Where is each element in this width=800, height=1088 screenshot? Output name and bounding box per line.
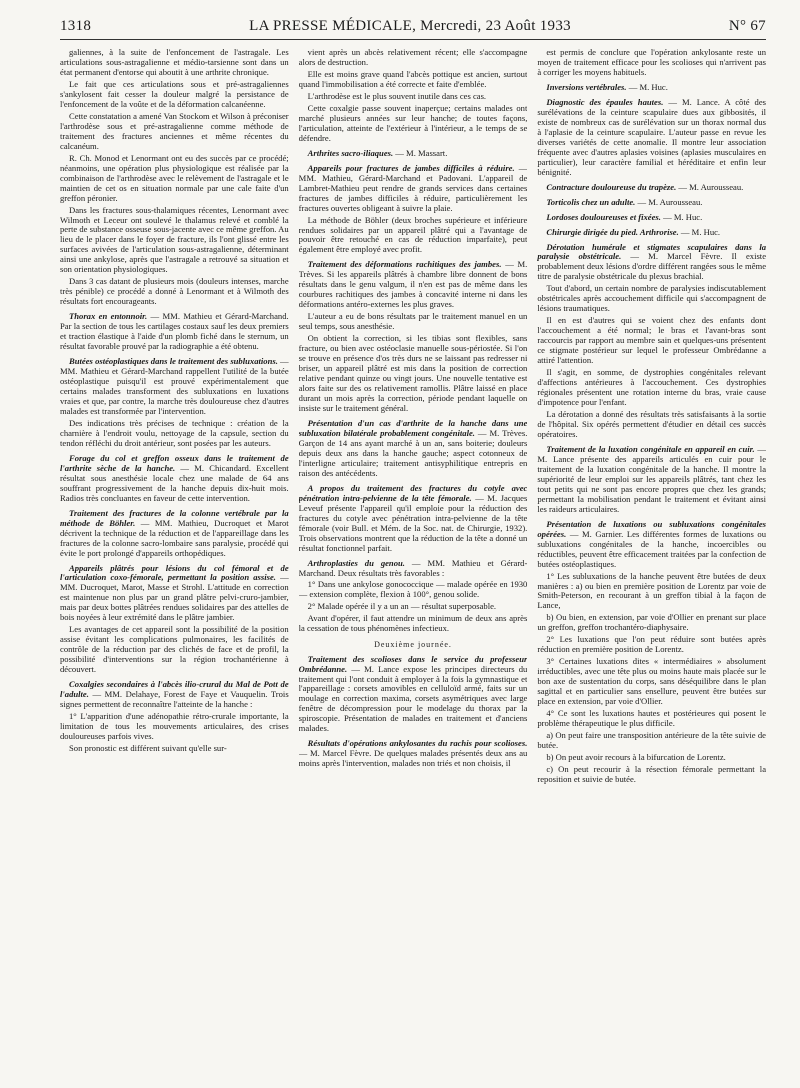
paragraph-text: — M. Huc. bbox=[678, 226, 721, 237]
paragraph-text: 2° Malade opérée il y a un an — résultat superposable. bbox=[307, 601, 497, 612]
paragraph-text: 1° L'apparition d'une adénopathie rétro-crurale importante, la limitation de tous les mouvements articulaires, des crises douloureuses parfois vives. bbox=[60, 711, 289, 741]
paragraph-text: — MM. Mathieu et Gérard-Marchand. Deux résultats très favorables : bbox=[298, 557, 528, 578]
communication-paragraph bbox=[299, 164, 528, 214]
communication-paragraph bbox=[60, 312, 289, 352]
communication-title: Présentation de luxations ou subluxations congénitales opérées. bbox=[537, 518, 766, 539]
communication-title: Appareils plâtrés pour lésions du col fémoral et de l'articulation coxo-fémorale, permettant la position assise. bbox=[60, 562, 289, 583]
paragraph-text: Tout d'abord, un certain nombre de paralysies indiscutablement obstétricales après accouchement difficile qui s'accompagnent de lésions traumatiques. bbox=[537, 283, 766, 314]
body-paragraph bbox=[537, 316, 766, 366]
paragraph-text: 2° Les luxations que l'on peut réduire sont butées après réduction en première position de Lorentz. bbox=[537, 634, 766, 655]
page-number: 1318 bbox=[60, 18, 92, 34]
paragraph-text: Elle est moins grave quand l'abcès pottique est ancien, surtout quand l'immobilisation a été correcte et faite d'emblée. bbox=[298, 68, 528, 89]
paragraph-text: — M. Jacques Leveuf présente l'appareil qu'il emploie pour la réduction des fractures du cotyle avec pénétration intra-pelvienne de la tête fémorale (voir Bull. et Mém. de la Soc. nat. de Chirurgie, 1932). Trois observations montrent que la réduction de la tête a donné un résultat fonctionnel parfait. bbox=[298, 492, 528, 553]
communication-paragraph bbox=[537, 520, 766, 570]
body-paragraph bbox=[299, 92, 528, 102]
paragraph-text: b) Ou bien, en extension, par voie d'Ollier en prenant sur place un greffon, greffon trochantéro-diaphysaire. bbox=[537, 612, 766, 633]
communication-paragraph bbox=[60, 357, 289, 417]
communication-title: Inversions vertébrales. bbox=[546, 81, 627, 92]
communication-paragraph bbox=[537, 183, 766, 193]
body-paragraph bbox=[299, 334, 528, 414]
paragraph-text: vient après un abcès relativement récent; elle s'accompagne alors de destruction. bbox=[298, 48, 528, 67]
communication-paragraph bbox=[60, 564, 289, 624]
body-paragraph bbox=[299, 216, 528, 256]
paragraph-text: — MM. Mathieu et Gérard-Marchand. Par la section de tous les cartilages costaux sauf les deux premiers et traction élastique à l'aide d'un plomb fiché dans le sternum, un résultat favorable prouvé par la radiographie a été obtenu. bbox=[60, 311, 289, 352]
communication-title: Traitement de la luxation congénitale en appareil en cuir. bbox=[546, 443, 755, 454]
paragraph-text: R. Ch. Monod et Lenormant ont eu des succès par ce procédé; néanmoins, une opération plus physiologique est réalisée par la combinaison de l'arthrodèse avec le relèvement de l'astragale et le maintien de cet os en situation normale par une cale faite d'un greffon péronier. bbox=[60, 152, 289, 203]
paragraph-text: — M. Aurousseau. bbox=[676, 181, 744, 192]
body-paragraph bbox=[60, 277, 289, 307]
paragraph-text: — M. Massart. bbox=[393, 147, 448, 158]
body-paragraph bbox=[299, 48, 528, 68]
column-left bbox=[60, 48, 289, 1088]
paragraph-text: Cette constatation a amené Van Stockom et Wilson à préconiser l'arthrodèse sous et pré-astragalienne comme méthode de traitement des fractures anciennes et même récentes du calcanéum. bbox=[60, 110, 289, 151]
communication-title: Diagnostic des épaules hautes. bbox=[546, 96, 664, 107]
communication-title: Arthrites sacro-iliaques. bbox=[307, 147, 394, 158]
paragraph-text: — MM. Ducroquet, Marot, Masse et Strohl. L'attitude en correction est maintenue non plus par un grand plâtre pelvi-cruro-jambier, mais par deux bottes plâtrées rendues solidaires par des attelles de bois noyées à leur extrémité dans le plâtre jambier. bbox=[60, 572, 289, 623]
paragraph-text: — MM. Mathieu, Gérard-Marchand et Padovani. L'appareil de Lambret-Mathieu peut rendre de grands services dans certaines fractures de jambes difficiles à réduire, particulièrement les fractures ouvertes obligeant à suivre la plaie. bbox=[298, 162, 528, 213]
paragraph-text: est permis de conclure que l'opération ankylosante reste un moyen de traitement efficace pour les scolioses qui n'arrivent pas à corriger les moyens habituels. bbox=[537, 48, 766, 77]
paragraph-text: 3° Certaines luxations dites « intermédiaires » absolument irréductibles, avec une tête plus ou moins haute mais placée sur le bon axe de sustentation du corps, sans déséquilibre dans le plan sagittal et en particulier sans ensellure, peuvent être butées sur place en extension, par voie d'Ollier. bbox=[537, 656, 766, 707]
paragraph-text: — M. Lance. A côté des surélévations de la ceinture scapulaire dues aux gibbosités, il existe de nombreux cas de surélévation sur un thorax normal dus à l'aplasie de la ceinture scapulaire. L'auteur passe en revue les diverses variétés de cette anomalie. Il montre leur association fréquente avec d'autres aplasies voisines (aplasies musculaires en particulier), leur caractère familial et héréditaire et enfin leur bénignité. bbox=[537, 96, 766, 177]
paragraph-text: Il en est d'autres qui se voient chez des enfants dont l'accouchement a été normal; le bras et l'avant-bras sont raccourcis par rapport au membre sain et quelques-uns présentent ce stigmate postérieur sur lequel le professeur Ombrédanne a attiré l'attention. bbox=[537, 315, 766, 366]
communication-paragraph bbox=[299, 559, 528, 579]
paragraph-text: Dans 3 cas datant de plusieurs mois (douleurs intenses, marche très pénible) ce procédé a donné à Lenormant et à Wilmoth des résultats fort encourageants. bbox=[60, 276, 289, 307]
paragraph-text: — M. Garnier. Les différentes formes de luxations ou subluxations congénitales de la hanche, incoercibles ou réductibles, peuvent être efficacement traitées par la confection de butées ostéoplastiques. bbox=[537, 528, 766, 569]
paragraph-text: — M. Huc. bbox=[660, 211, 703, 222]
communication-title: Butées ostéoplastiques dans le traitement des subluxations. bbox=[69, 356, 278, 367]
paragraph-text: galiennes, à la suite de l'enfoncement de l'astragale. Les articulations sous-astragalienne et médio-tarsienne sont dans un état permanent d'entorse qui aboutit à une arthrite chronique. bbox=[60, 48, 289, 77]
issue-number: N° 67 bbox=[728, 18, 766, 34]
paragraph-text: b) On peut avoir recours à la bifurcation de Lorentz. bbox=[546, 752, 726, 762]
communication-title: Appareils pour fractures de jambes difficiles à réduire. bbox=[307, 162, 515, 173]
communication-paragraph bbox=[299, 484, 528, 554]
communication-title: Lordoses douloureuses et fixées. bbox=[546, 211, 661, 222]
body-paragraph bbox=[537, 572, 766, 612]
body-paragraph bbox=[537, 753, 766, 763]
communication-title: Contracture douloureuse du trapèze. bbox=[546, 181, 677, 192]
paragraph-text: Des indications très précises de technique : création de la charnière à l'endroit voulu, nettoyage de la capsule, section du tendon réfléchi du droit antérieur, sont posées par les auteurs. bbox=[60, 417, 289, 448]
body-paragraph bbox=[299, 70, 528, 90]
body-paragraph bbox=[60, 112, 289, 152]
communication-paragraph bbox=[60, 454, 289, 504]
communication-paragraph bbox=[537, 83, 766, 93]
paragraph-text: La méthode de Böhler (deux broches supérieure et inférieure rendues solidaires par un appareil plâtré qui a l'avantage de pouvoir être retouché en cas de réduction imparfaite), peut également être employé avec profit. bbox=[298, 214, 528, 255]
paragraph-text: 1° Les subluxations de la hanche peuvent être butées de deux manières : a) ou bien en première position de Lorentz par voie de Smith-Peterson, en recourant à un greffon tibial à la façon de Lance, bbox=[537, 570, 766, 611]
paragraph-text: — MM. Delahaye, Forest de Faye et Vauquelin. Trois signes permettent de reconnaître l'atteinte de la hanche : bbox=[60, 689, 289, 710]
paragraph-text: a) On peut faire une transposition antérieure de la tête suivie de butée. bbox=[537, 730, 766, 751]
communication-title: Présentation d'un cas d'arthrite de la hanche dans une subluxation bilatérale probablement congénitale. bbox=[298, 417, 528, 438]
paragraph-text: — M. Lance présente des appareils articulés en cuir pour le traitement de la luxation congénitale de la hanche. Il montre la supériorité de leur emploi sur les appareils plâtrés, tant chez les tout petits qui ne sont pas encore propres que chez les grands; permettant la mobilisation pendant le traitement et évitant ainsi les raideurs articulaires. bbox=[537, 443, 766, 514]
column-middle bbox=[299, 48, 528, 1088]
body-paragraph bbox=[537, 657, 766, 707]
body-paragraph bbox=[60, 154, 289, 204]
paragraph-text: — M. Marcel Fèvre. De quelques malades présentés deux ans au moins après l'intervention, malades non triés et non choisis, il bbox=[298, 748, 528, 769]
paragraph-text: 1° Dans une ankylose gonococcique — malade opérée en 1930 — extension complète, flexion à 100°, genou solide. bbox=[298, 579, 528, 600]
communication-paragraph bbox=[537, 213, 766, 223]
communication-title: Traitement des scolioses dans le service du professeur Ombrédanne. bbox=[298, 653, 528, 674]
paragraph-text: On obtient la correction, si les tibias sont flexibles, sans fracture, ou bien avec ostéoclasie manuelle sous-périostée. Si l'on se trouve en présence d'os très durs ne se laissant pas redresser ni briser, un appareil plâtré est mis dans la position de correction relative pendant quinze ou vingt jours. Une nouvelle tentative est alors faite sur des os relativement ramollis. Plâtre laissé en place durant un mois après la correction, période pendant laquelle on insiste sur le traitement général. bbox=[298, 333, 528, 413]
communication-title: A propos du traitement des fractures du cotyle avec pénétration intra-pelvienne de la tête fémorale. bbox=[298, 482, 528, 503]
body-paragraph bbox=[537, 635, 766, 655]
body-paragraph bbox=[60, 419, 289, 449]
paragraph-text: Cette coxalgie passe souvent inaperçue; certains malades ont marché plusieurs années sur leur hanche; de toutes façons, l'articulation, atteinte de l'extérieur à l'intérieur, a le temps de se défendre. bbox=[298, 102, 528, 143]
paragraph-text: Le fait que ces articulations sous et pré-astragaliennes s'ankylosent fait cesser la douleur malgré la persistance de l'enfoncement de la voûte et de la déformation calcanéenne. bbox=[60, 78, 289, 109]
paragraph-text: — MM. Mathieu, Ducroquet et Marot décrivent la technique de la réduction et de l'appareillage dans les fractures de la colonne sacro-lombaire sans paralysie, procédé qui évite le port prolongé d'appareils orthopédiques. bbox=[60, 517, 289, 558]
communication-title: Traitement des fractures de la colonne vertébrale par la méthode de Böhler. bbox=[60, 507, 289, 528]
paragraph-text: c) On peut recourir à la résection fémorale permettant la reposition et suivie de butée. bbox=[537, 763, 766, 784]
communication-title: Forage du col et greffon osseux dans le traitement de l'arthrite sèche de la hanche. bbox=[60, 452, 289, 473]
body-paragraph bbox=[537, 368, 766, 408]
communication-title: Torticolis chez un adulte. bbox=[546, 196, 636, 207]
communication-paragraph bbox=[299, 655, 528, 735]
communication-title: Résultats d'opérations ankylosantes du rachis pour scolioses. bbox=[307, 738, 528, 749]
communication-title: Coxalgies secondaires à l'abcès ilio-crural du Mal de Pott de l'adulte. bbox=[60, 679, 289, 700]
paragraph-text: Avant d'opérer, il faut attendre un minimum de deux ans après la cessation de tous phénomènes infectieux. bbox=[298, 613, 528, 634]
paragraph-text: — M. Chicandard. Excellent résultat sous anesthésie locale chez une malade de 64 ans souffrant progressivement de la hanche depuis dix-huit mois. Radios très concluantes en faveur de cette intervention. bbox=[60, 462, 289, 503]
body-paragraph bbox=[299, 602, 528, 612]
communication-title: Chirurgie dirigée du pied. Arthrorise. bbox=[546, 226, 679, 237]
body-paragraph bbox=[537, 765, 766, 785]
body-paragraph bbox=[60, 206, 289, 276]
body-paragraph bbox=[537, 613, 766, 633]
paragraph-text: La dérotation a donné des résultats très satisfaisants à la sortie de l'hôpital. Six opérés permettent d'étudier en détail ces succès opératoires. bbox=[537, 409, 766, 439]
paragraph-text: — M. Trèves. Garçon de 14 ans ayant marché à un an, sans boiterie; douleurs depuis deux ans dans la hanche gauche; aspect cotonneux de l'interligne articulaire; traitement antisyphilitique entrepris en raison des antécédents. bbox=[298, 427, 528, 478]
communication-paragraph bbox=[60, 509, 289, 559]
paragraph-text: — M. Lance expose les principes directeurs du traitement qui l'ont conduit à employer à la fois la gymnastique et l'appareillage : corsets amovibles en celluloïd armé, faits sur un moulage en correction maxima, corsets asymétriques avec large fenêtre de décompression pour le modelage du thorax par la spiroscopie. Présentation de malades en traitement et d'anciens malades. bbox=[298, 663, 528, 734]
paragraph-text: — M. Trèves. Si les appareils plâtrés à chambre libre donnent de bons résultats dans le genu valgum, il n'en est pas de même dans les courbures rachitiques des jambes à concavité interne ni dans les déformations antéro-externes les plus graves. bbox=[298, 259, 528, 310]
paragraph-text: 4° Ce sont les luxations hautes et postérieures qui posent le problème thérapeutique le plus difficile. bbox=[537, 708, 766, 729]
body-paragraph bbox=[60, 80, 289, 110]
body-paragraph bbox=[537, 709, 766, 729]
paragraph-text: — MM. Mathieu et Gérard-Marchand rappellent l'utilité de la butée ostéoplastique puisqu'il est prouvé expérimentalement que certains malades transforment des subluxations en luxations vraies et que, par contre, la marche très douloureuse chez d'autres malades est transformée par l'intervention. bbox=[60, 356, 289, 416]
body-paragraph bbox=[60, 48, 289, 78]
communication-paragraph bbox=[299, 260, 528, 310]
running-header bbox=[60, 18, 766, 40]
section-heading: Deuxième journée. bbox=[374, 640, 452, 650]
body-paragraph bbox=[537, 410, 766, 440]
body-paragraph bbox=[537, 48, 766, 78]
communication-paragraph bbox=[537, 228, 766, 238]
body-paragraph bbox=[299, 104, 528, 144]
paragraph-text: — M. Huc. bbox=[626, 81, 668, 92]
body-paragraph bbox=[60, 712, 289, 742]
communication-paragraph bbox=[537, 198, 766, 208]
body-paragraph bbox=[60, 744, 289, 754]
body-paragraph bbox=[537, 731, 766, 751]
communication-title: Thorax en entonnoir. bbox=[69, 311, 148, 322]
journal-title: LA PRESSE MÉDICALE, Mercredi, 23 Août 1933 bbox=[249, 18, 571, 34]
body-paragraph bbox=[299, 312, 528, 332]
paragraph-text: L'auteur a eu de bons résultats par le traitement manuel en un seul temps, sous anesthésie. bbox=[298, 311, 528, 332]
paragraph-text: Son pronostic est différent suivant qu'elle sur- bbox=[69, 742, 227, 753]
body-paragraph bbox=[60, 625, 289, 675]
paragraph-text: — M. Aurousseau. bbox=[635, 196, 703, 207]
communication-paragraph bbox=[537, 98, 766, 178]
communication-title: Traitement des déformations rachitiques des jambes. bbox=[307, 259, 502, 270]
body-paragraph bbox=[299, 580, 528, 600]
column-right bbox=[537, 48, 766, 1088]
communication-paragraph bbox=[299, 149, 528, 159]
communication-paragraph bbox=[537, 243, 766, 283]
paragraph-text: — M. Marcel Fèvre. Il existe probablement deux lésions d'ordre différent rangées sous le même titre de paralysie obstétricale du plexus brachial. bbox=[537, 251, 766, 282]
paragraph-text: Il s'agit, en somme, de dystrophies congénitales relevant d'affections antérieures à l'accouchement. Ces dystrophies régionales présentent une rotation interne du bras, vraie cause d'impotence pour l'enfant. bbox=[537, 367, 766, 408]
text-columns bbox=[60, 48, 766, 1088]
communication-paragraph bbox=[299, 739, 528, 769]
communication-title: Dérotation humérale et stigmates scapulaires dans la paralysie obstétricale. bbox=[537, 241, 766, 262]
communication-paragraph bbox=[60, 680, 289, 710]
body-paragraph bbox=[537, 284, 766, 314]
communication-paragraph bbox=[537, 445, 766, 515]
paragraph-text: L'arthrodèse est le plus souvent inutile dans ces cas. bbox=[307, 90, 487, 101]
body-paragraph bbox=[299, 614, 528, 634]
paragraph-text: Les avantages de cet appareil sont la possibilité de la position assise évitant les complications pulmonaires, les facilités de contrôle de la réduction par des clichés de face et de profil, la possibilité d'interventions sur la région trochantérienne à découvert. bbox=[60, 624, 289, 675]
communication-title: Arthroplasties du genou. bbox=[307, 557, 405, 568]
communication-paragraph bbox=[299, 419, 528, 479]
paragraph-text: Dans les fractures sous-thalamiques récentes, Lenormant avec Wilmoth et Leceur ont soulevé le thalamus relevé et comblé la perte de substance osseuse sous-jacente avec ce même greffon. Au lieu de le placer dans le foyer de fracture, ils l'ont glissé entre les surfaces avivées de l'articulation sous-astragalienne, déterminant ainsi une ankylose, après que l'astragale a retrouvé sa situation et son orientation physiologiques. bbox=[60, 204, 289, 275]
